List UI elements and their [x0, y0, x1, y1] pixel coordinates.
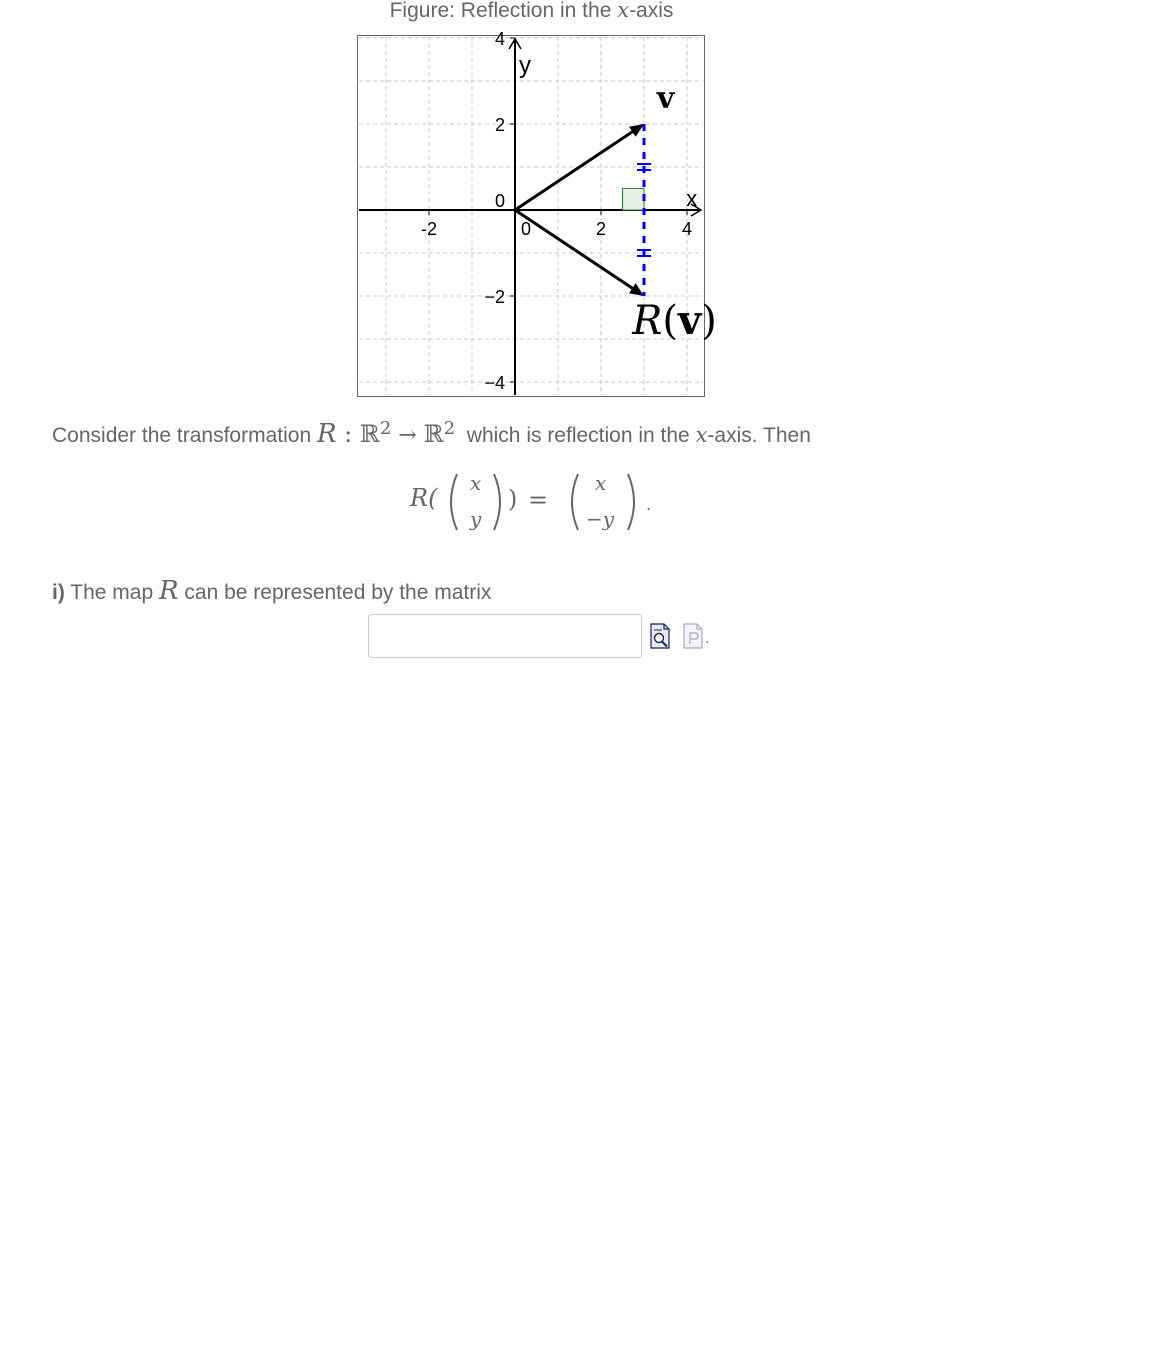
right-paren-out [628, 474, 634, 530]
x-tick-label: 4 [681, 219, 693, 239]
output-x: x [595, 471, 607, 495]
formula-period: . [646, 495, 652, 514]
x-tick-label: 2 [595, 219, 607, 239]
figure-caption: Figure: Reflection in the x-axis [389, 0, 674, 22]
trailing-dot: . [705, 630, 710, 647]
x-tick-label: 0 [520, 219, 532, 239]
preview-icon[interactable] [649, 622, 673, 652]
y-axis-label: y [519, 52, 531, 79]
question-i: i) The map R can be represented by the matrix [52, 576, 492, 606]
preview-icon-graphic [649, 622, 671, 650]
vector-rv-label [631, 297, 717, 344]
input-y: y [470, 507, 482, 531]
rv-label-open: ( [662, 298, 679, 345]
equals-sign: = [528, 486, 549, 514]
vector-v-label: v [656, 81, 675, 117]
matrix-answer-input[interactable] [368, 614, 642, 658]
y-tick-label: −2 [484, 287, 505, 307]
formula-close: ) [508, 485, 518, 513]
rv-label-vector: v [678, 297, 702, 345]
rv-label-map: R [632, 298, 663, 345]
reflection-graph [357, 29, 717, 397]
graph-canvas [357, 29, 717, 397]
x-tick-label: -2 [420, 219, 438, 239]
formula-help-icon-graphic [682, 622, 704, 650]
left-paren-in [451, 474, 457, 530]
right-paren-in [494, 474, 500, 530]
rv-label-close: ) [701, 298, 717, 345]
problem-statement: Consider the transformation R : ℝ$^2$ → ℝ$^2$ which is reflection in the x-axis. Then [52, 418, 811, 449]
reflection-formula [408, 462, 668, 542]
input-x: x [470, 471, 482, 495]
formula-help-icon[interactable] [682, 622, 706, 652]
formula-canvas [408, 462, 668, 542]
output-neg-y: −y [586, 507, 615, 531]
y-tick-label: 0 [494, 191, 505, 211]
y-tick-label: −4 [484, 373, 505, 393]
y-tick-label: 2 [494, 115, 505, 135]
right-angle-marker [623, 189, 645, 211]
formula-lhs: R( [410, 484, 438, 512]
left-paren-out [572, 474, 578, 530]
x-axis-label: x [686, 186, 698, 211]
y-tick-label: 4 [494, 29, 505, 49]
